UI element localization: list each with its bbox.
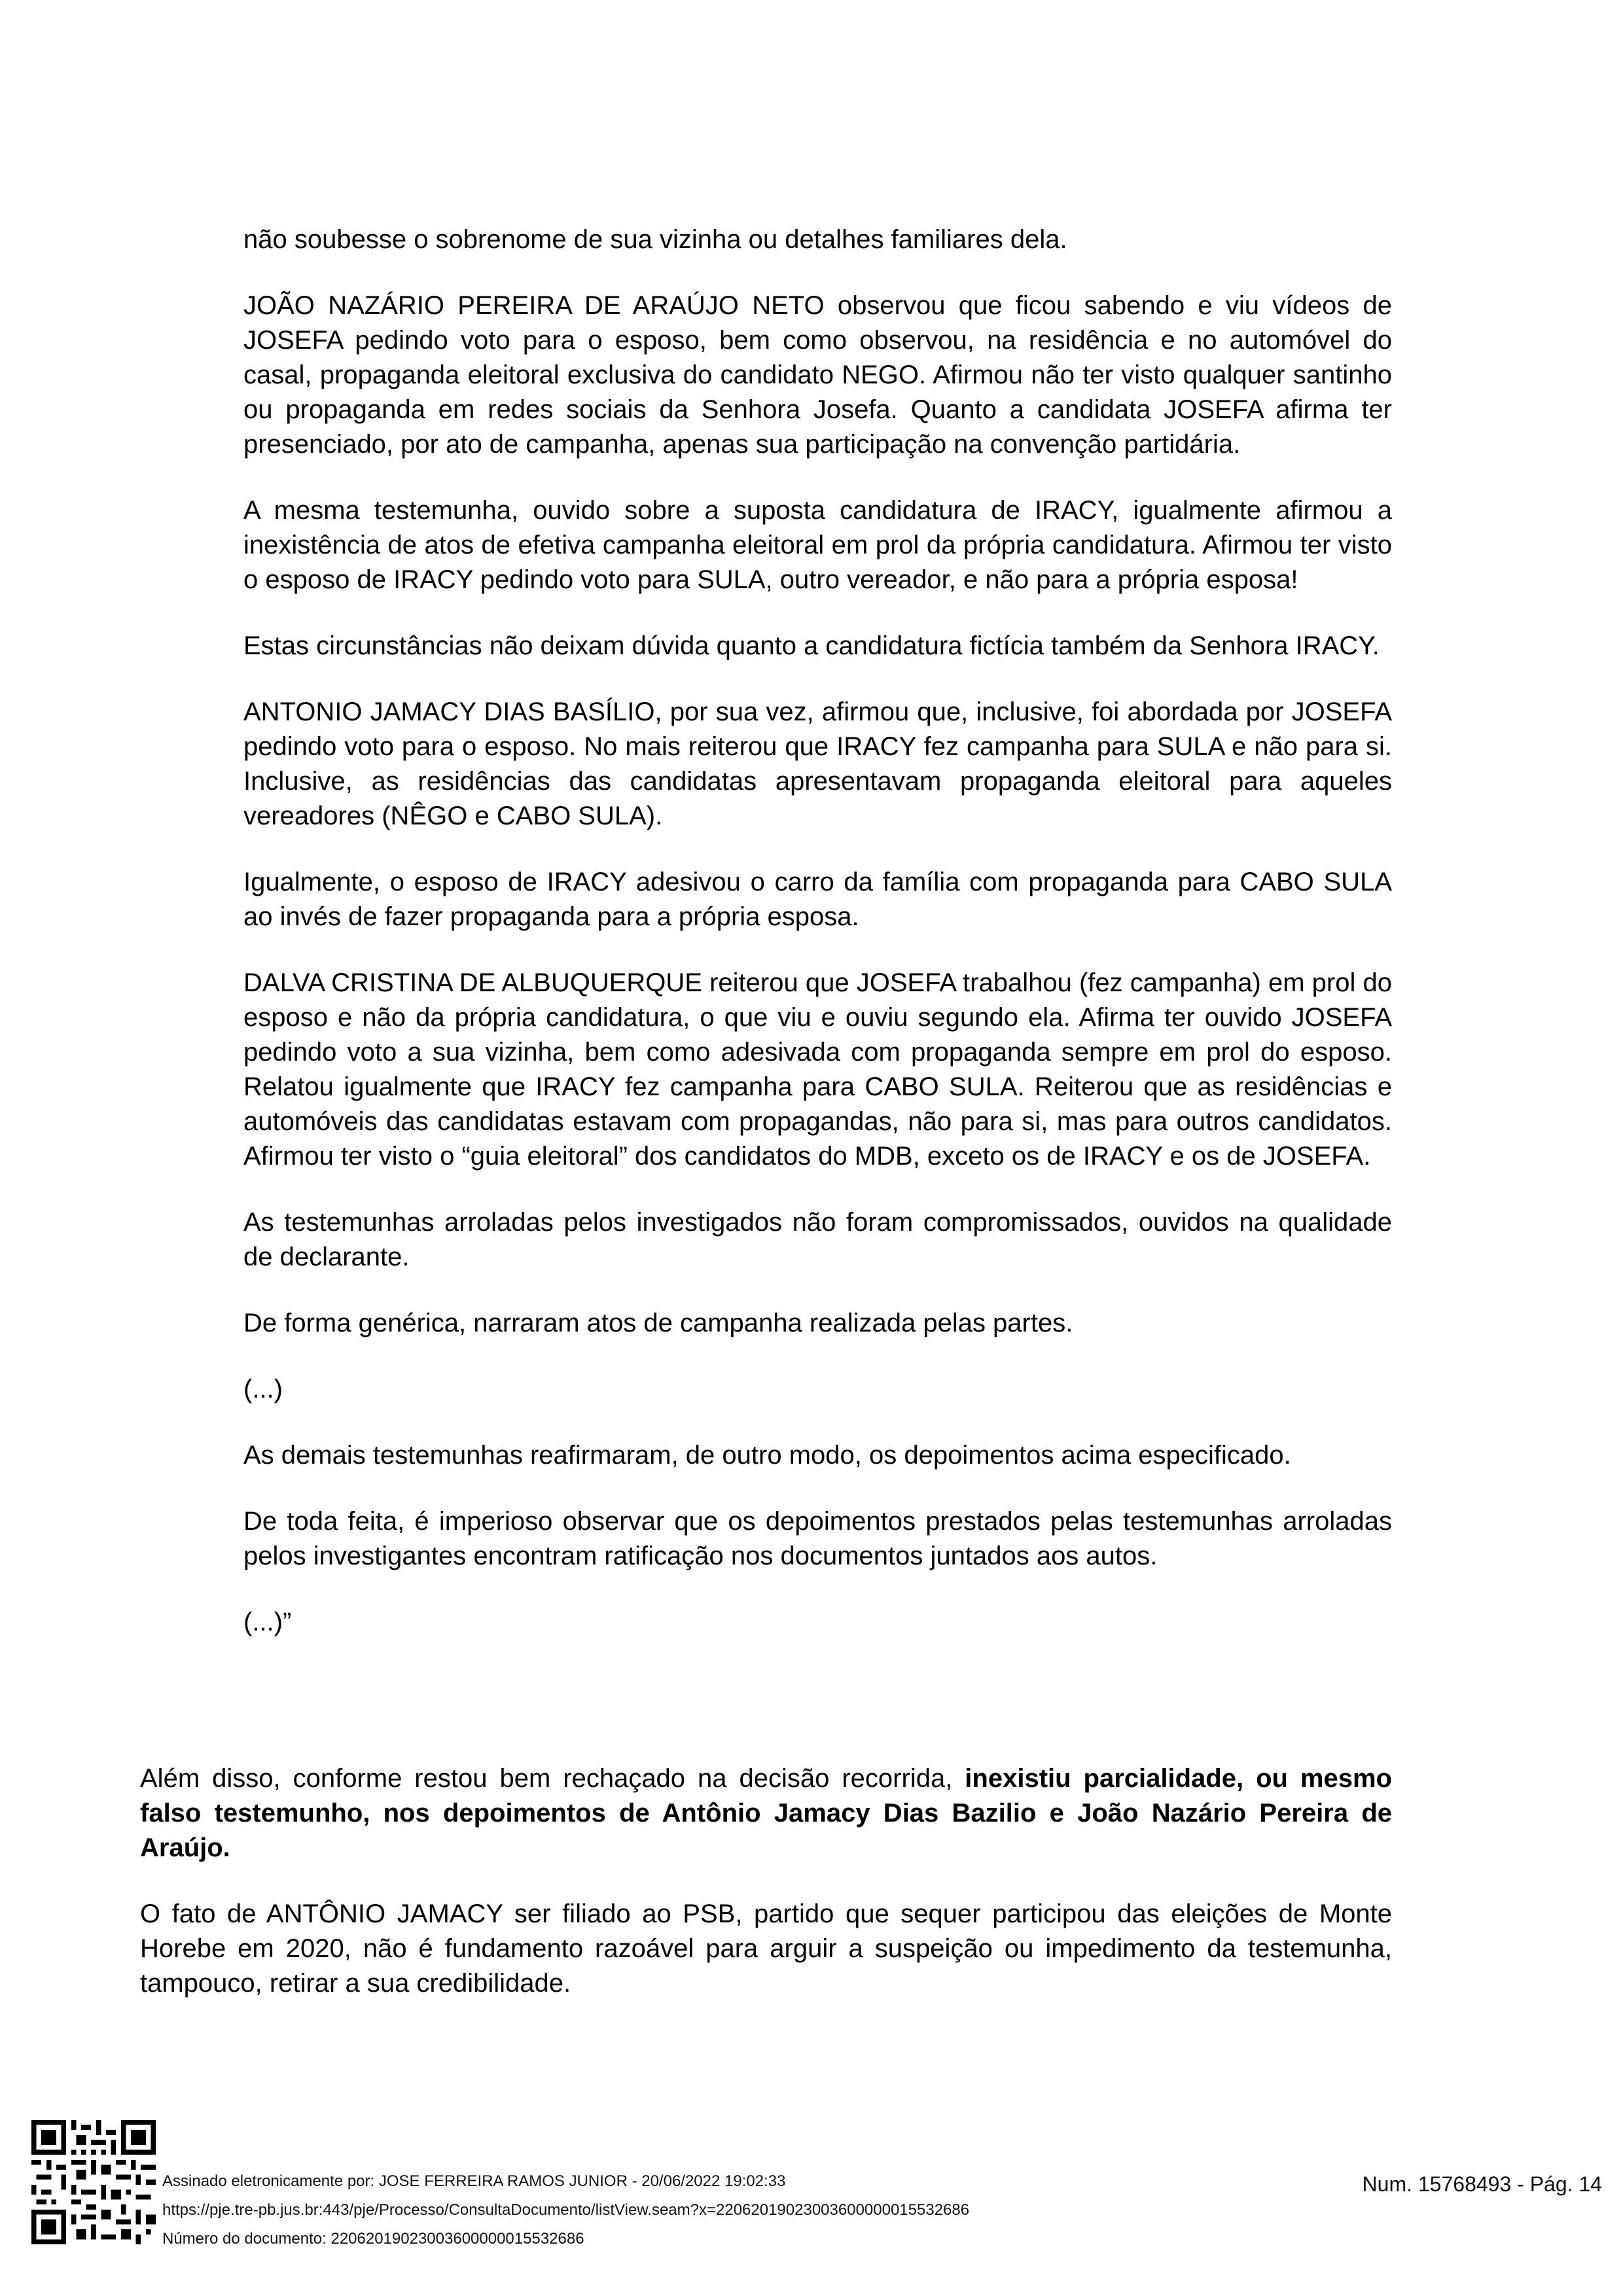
quote-paragraph: Estas circunstâncias não deixam dúvida quanto a candidatura fictícia também da Senhora IRACY. — [243, 631, 1380, 660]
main-text — [140, 1761, 1392, 2032]
quote-paragraph: JOÃO NAZÁRIO PEREIRA DE ARAÚJO NETO observou que ficou sabendo e viu vídeos de JOSEFA pedindo voto para o esposo, bem como observou, na residência e no automóvel do casal, propaganda eleitoral exclusiva do candidato NEGO. Afirmou não ter visto qualquer santinho ou propaganda em redes sociais da Senhora Josefa. Quanto a candidata JOSEFA afirma ter presenciado, por ato de campanha, apenas sua participação na convenção partidária. — [243, 291, 1392, 459]
quote-paragraph: De forma genérica, narraram atos de campanha realizada pelas partes. — [243, 1309, 1073, 1337]
quote-paragraph: As testemunhas arroladas pelos investigados não foram compromissados, ouvidos na qualidade de declarante. — [243, 1208, 1392, 1271]
paragraph-intro: Além disso, conforme restou bem rechaçado na decisão recorrida, — [140, 1764, 965, 1793]
quote-paragraph: Igualmente, o esposo de IRACY adesivou o carro da família com propaganda para CABO SULA ao invés de fazer propaganda para a própria esposa. — [243, 868, 1392, 931]
body-paragraph — [140, 1761, 1392, 1865]
document-url[interactable]: https://pje.tre-pb.jus.br:443/pje/Processo/ConsultaDocumento/listView.seam?x=22062019023003600000015532686 — [162, 2201, 970, 2219]
signature-info — [162, 2167, 969, 2253]
quote-paragraph: As demais testemunhas reafirmaram, de outro modo, os depoimentos acima especificado. — [243, 1441, 1291, 1470]
body-paragraph: O fato de ANTÔNIO JAMACY ser filiado ao PSB, partido que sequer participou das eleições de Monte Horebe em 2020, não é fundamento razoável para arguir a suspeição ou impedimento da testemunha, tampouco, retirar a sua credibilidade. — [140, 1899, 1392, 1998]
page-number: Num. 15768493 - Pág. 14 — [1362, 2172, 1602, 2196]
quote-paragraph: A mesma testemunha, ouvido sobre a suposta candidatura de IRACY, igualmente afirmou a inexistência de atos de efetiva campanha eleitoral em prol da própria candidatura. Afirmou ter visto o esposo de IRACY pedindo voto para SULA, outro vereador, e não para a própria esposa! — [243, 496, 1392, 594]
quote-paragraph: (...) — [243, 1375, 283, 1404]
quote-paragraph: DALVA CRISTINA DE ALBUQUERQUE reiterou que JOSEFA trabalhou (fez campanha) em prol do esposo e não da própria candidatura, o que viu e ouviu segundo ela. Afirma ter ouvido JOSEFA pedindo voto a sua vizinha, bem como adesivada com propaganda sempre em prol do esposo. Relatou igualmente que IRACY fez campanha para CABO SULA. Reiterou que as residências e automóveis das candidatas estavam com propagandas, não para si, mas para outros candidatos. Afirmou ter visto o “guia eleitoral” dos candidatos do MDB, exceto os de IRACY e os de JOSEFA. — [243, 968, 1392, 1171]
quote-paragraph: De toda feita, é imperioso observar que os depoimentos prestados pelas testemunhas arroladas pelos investigantes encontram ratificação nos documentos juntados aos autos. — [243, 1507, 1392, 1570]
quoted-block — [243, 222, 1392, 1671]
quote-paragraph: ANTONIO JAMACY DIAS BASÍLIO, por sua vez, afirmou que, inclusive, foi abordada por JOSEFA pedindo voto para o esposo. No mais reiterou que IRACY fez campanha para SULA e não para si. Inclusive, as residências das candidatas apresentavam propaganda eleitoral para aqueles vereadores (NÊGO e CABO SULA). — [243, 698, 1392, 830]
signature-footer — [31, 2120, 1602, 2270]
quote-paragraph: (...)” — [243, 1608, 292, 1636]
quote-paragraph: não soubesse o sobrenome de sua vizinha ou detalhes familiares dela. — [243, 225, 1067, 254]
paragraph-emphasis: inexistiu parcialidade, ou mesmo falso testemunho, nos depoimentos de Antônio Jamacy Dias Bazilio e João Nazário Pereira de Araújo. — [140, 1764, 1392, 1862]
document-number: Número do documento: 22062019023003600000015532686 — [162, 2230, 584, 2248]
signed-by-line: Assinado eletronicamente por: JOSE FERREIRA RAMOS JUNIOR - 20/06/2022 19:02:33 — [162, 2172, 786, 2190]
qr-code-icon — [31, 2120, 156, 2244]
